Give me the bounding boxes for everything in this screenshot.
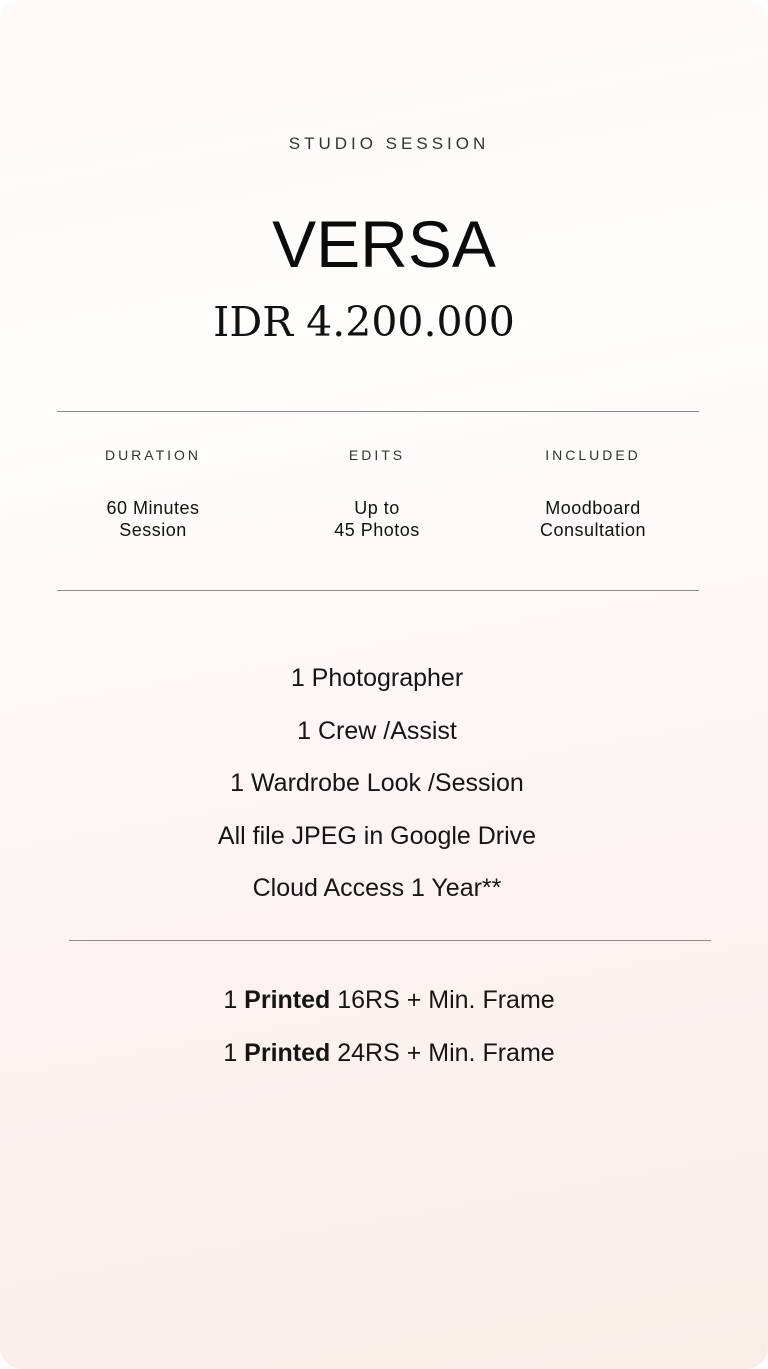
spec-value bbox=[43, 497, 263, 541]
divider bbox=[69, 940, 711, 941]
print-detail: 16RS + Min. Frame bbox=[337, 986, 555, 1014]
divider bbox=[57, 590, 699, 591]
print-item bbox=[0, 1032, 768, 1085]
spec-value-line: 45 Photos bbox=[334, 520, 420, 540]
package-price: IDR 4.200.000 bbox=[213, 298, 515, 346]
feature-item: 1 Wardrobe Look /Session bbox=[230, 769, 524, 797]
spec-value bbox=[267, 497, 487, 541]
print-highlight: Printed bbox=[244, 1038, 331, 1067]
spec-value-line: Session bbox=[119, 520, 187, 540]
spec-value-line: Up to bbox=[354, 498, 400, 518]
feature-item: All file JPEG in Google Drive bbox=[217, 821, 537, 850]
spec-edits bbox=[267, 446, 487, 541]
print-detail: 24RS + Min. Frame bbox=[337, 1038, 555, 1067]
print-list bbox=[0, 979, 768, 1084]
spec-included bbox=[483, 446, 703, 541]
print-item bbox=[0, 979, 768, 1032]
divider bbox=[57, 411, 699, 412]
spec-label: EDITS bbox=[348, 447, 406, 463]
spec-value-line: Consultation bbox=[539, 520, 647, 540]
spec-value-line: Moodboard bbox=[545, 498, 641, 518]
spec-value bbox=[483, 497, 703, 541]
feature-item: 1 Photographer bbox=[290, 664, 464, 692]
print-highlight: Printed bbox=[244, 986, 331, 1014]
package-title: VERSA bbox=[272, 207, 496, 281]
spec-value-line: 60 Minutes bbox=[106, 498, 200, 518]
feature-item: 1 Crew /Assist bbox=[297, 716, 457, 745]
spec-label: INCLUDED bbox=[545, 447, 641, 463]
feature-list bbox=[0, 657, 754, 920]
session-type-label: STUDIO SESSION bbox=[288, 134, 490, 153]
print-qty: 1 bbox=[223, 1038, 238, 1067]
spec-duration bbox=[43, 446, 263, 541]
spec-label: DURATION bbox=[104, 447, 202, 463]
print-qty: 1 bbox=[223, 986, 238, 1014]
feature-item: Cloud Access 1 Year** bbox=[252, 874, 502, 902]
